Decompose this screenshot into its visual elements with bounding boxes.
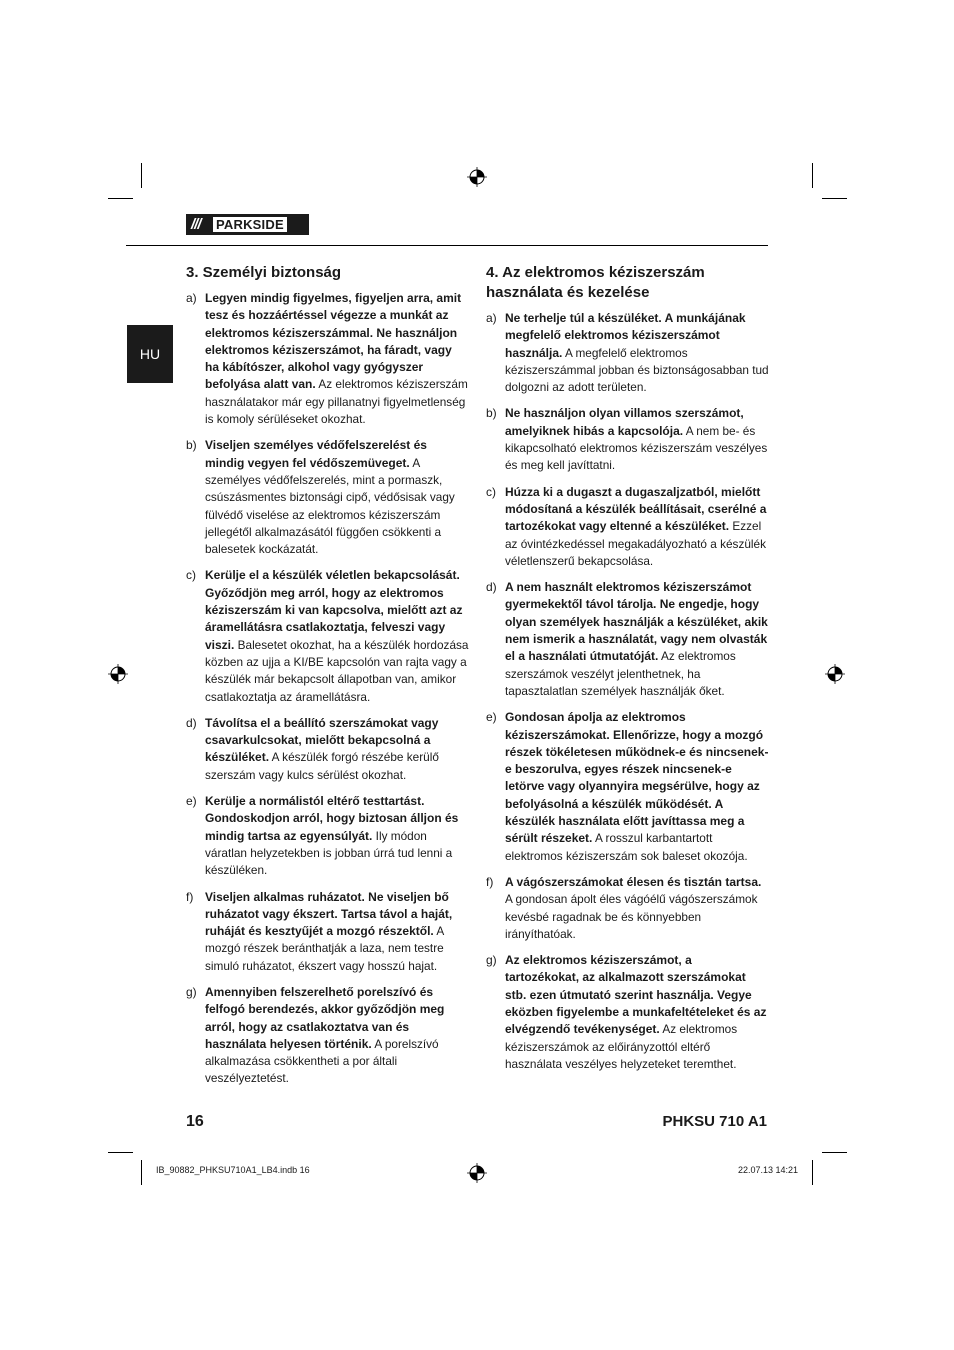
list-item: [186, 889, 469, 975]
item-bold-text: Távolítsa el a beállító szerszámokat vagy csavarkulcsokat, mielőtt bekapcsolná a készüléket.: [205, 715, 439, 765]
item-normal-text: A személyes védőfelszerelés, mint a pormaszk, csúszásmentes biztonsági cipő, védősisak vagy fülvédő viselése az elektromos kéziszerszám jellegétől alkalmazásától függően csökkenti a balesetek kockázatát.: [205, 455, 455, 557]
item-text: [505, 405, 769, 474]
crop-mark: [141, 163, 142, 188]
item-normal-text: Ily módon váratlan helyzetekben is jobban úrrá tud lenni a készüléken.: [205, 828, 453, 878]
item-label: g): [186, 984, 197, 999]
item-label: a): [186, 291, 197, 305]
item-normal-text: A mozgó részek beránthatják a laza, nem testre simuló ruházatot, ékszert vagy hosszú hajat.: [205, 924, 444, 973]
list-item: [486, 579, 769, 700]
item-label: a): [486, 311, 497, 325]
item-text: [205, 793, 469, 879]
item-text: [505, 874, 769, 943]
list-item: [186, 437, 469, 558]
item-text: [205, 715, 469, 784]
list-item: [186, 567, 469, 705]
instruction-list: [186, 290, 469, 1088]
item-text: [205, 567, 469, 705]
registration-mark-icon: [825, 664, 845, 684]
item-normal-text: A gondosan ápolt éles vágóélű vágószerszámok kevésbé ragadnak be és könnyebben irányíthatóak.: [505, 892, 758, 941]
header-rule: [126, 245, 768, 246]
crop-mark: [812, 163, 813, 188]
item-normal-text: A nem be- és kikapcsolható elektromos kéziszerszám veszélyes és meg kell javíttatni.: [505, 423, 768, 473]
logo-slashes: ///: [191, 216, 201, 233]
item-bold-text: A vágószerszámokat élesen és tisztán tartsa.: [505, 874, 762, 889]
item-bold-text: Ne terhelje túl a készüléket. A munkájának megfelelő elektromos kéziszerszámot használja.: [505, 311, 746, 360]
logo-brand-name: PARKSIDE: [213, 217, 287, 232]
item-bold-text: Kerülje el a készülék véletlen bekapcsolását. Győződjön meg arról, hogy az elektromos kéziszerszám ki van kapcsolva, mielőtt azt az áramellátásra csatlakoztatja, felveszi vagy viszi.: [205, 568, 463, 652]
registration-mark-icon: [467, 1163, 487, 1183]
item-label: d): [486, 580, 497, 595]
item-label: g): [486, 953, 497, 968]
crop-mark: [822, 198, 847, 199]
item-label: f): [186, 889, 194, 904]
slug-file: IB_90882_PHKSU710A1_LB4.indb 16: [156, 1165, 310, 1175]
item-normal-text: Balesetet okozhat, ha a készülék hordozása közben az ujja a KI/BE kapcsolón van rajta vagy a készülék már bekapcsolt állapotban van, amikor csatlakoztatja az áramellátásra.: [205, 637, 469, 704]
item-text: [205, 889, 469, 975]
item-bold-text: Amennyiben felszerelhető porelszívó és felfogó berendezés, akkor győződjön meg arról, hogy az csatlakoztatva van és használata helyesen történik.: [205, 984, 445, 1051]
item-normal-text: A készülék forgó részébe kerülő szerszám vagy kulcs sérülést okozhat.: [205, 750, 439, 782]
list-item: [186, 984, 469, 1088]
item-text: [505, 579, 769, 700]
item-label: f): [486, 874, 494, 889]
section-tool-use: [486, 263, 769, 1082]
item-text: [505, 484, 769, 570]
list-item: [486, 405, 769, 474]
item-bold-text: Gondosan ápolja az elektromos kéziszerszámokat. Ellenőrizze, hogy a mozgó részek tökéletesen működnek-e és nincsenek-e beszorulva, egyes részek nincsenek-e letörve vagy olyannyira megsérülve, hogy az befolyásolná a készülék működését. A készülék használata előtt javíttassa meg a sérült részeket.: [505, 710, 769, 846]
item-normal-text: A porelszívó alkalmazása csökkentheti a por általi veszélyeztetést.: [205, 1036, 439, 1086]
language-tab: HU: [127, 325, 173, 383]
item-normal-text: A megfelelő elektromos kéziszerszámmal jobban és biztonságosabban tud dolgozni az adott területen.: [505, 345, 769, 395]
crop-mark: [812, 1160, 813, 1185]
item-bold-text: Az elektromos kéziszerszámot, a tartozékokat, az alkalmazott szerszámokat stb. ezen útmutató szerint használja. Vegye eközben figyelembe a munkafeltételeket és az elvégzendő tevékenységet.: [505, 953, 767, 1037]
item-bold-text: Viseljen személyes védőfelszerelést és mindig vegyen fel védőszemüveget.: [205, 438, 427, 470]
item-bold-text: A nem használt elektromos kéziszerszámot gyermekektől távol tárolja. Ne engedje, hogy olyan személyek használják a készüléket, akik nem ismerik a használatát, vagy nem olvasták el a használati útmutatóját.: [505, 580, 768, 664]
section-heading: 4. Az elektromos kéziszerszám használata és kezelése: [486, 264, 705, 301]
item-label: e): [186, 794, 197, 809]
crop-mark: [141, 1160, 142, 1185]
list-item: [486, 709, 769, 865]
item-label: b): [186, 438, 197, 453]
item-bold-text: Ne használjon olyan villamos szerszámot, amelyiknek hibás a kapcsolója.: [505, 406, 744, 438]
item-label: c): [186, 568, 196, 583]
list-item: [486, 874, 769, 943]
list-item: [186, 793, 469, 879]
list-item: [486, 484, 769, 570]
item-bold-text: Viseljen alkalmas ruházatot. Ne viseljen bő ruházatot vagy ékszert. Tartsa távol a haját, ruháját és kesztyűjét a mozgó részektől.: [205, 889, 453, 939]
item-bold-text: Kerülje a normálistól eltérő testtartást. Gondoskodjon arról, hogy biztosan álljon és mindig tartsa az egyensúlyát.: [205, 794, 459, 843]
crop-mark: [822, 1152, 847, 1153]
section-personal-safety: [186, 263, 469, 1097]
list-item: [186, 715, 469, 784]
slug-date: 22.07.13 14:21: [737, 1165, 798, 1175]
list-item: [486, 310, 769, 396]
model-name: PHKSU 710 A1: [662, 1113, 767, 1130]
item-normal-text: Ezzel az óvintézkedéssel megakadályozható a készülék véletlenszerű bekapcsolása.: [505, 519, 766, 568]
list-item: [486, 952, 769, 1073]
item-label: e): [486, 710, 497, 725]
item-text: [505, 952, 769, 1073]
item-normal-text: Az elektromos kéziszerszámok az előirányzottól eltérő használata veszélyes helyzeteket teremthet.: [505, 1022, 738, 1071]
item-normal-text: Az elektromos szerszámok veszélyt jelenthetnek, ha tapasztalatlan személyek használják őket.: [505, 649, 736, 698]
parkside-logo: [186, 214, 309, 235]
registration-mark-icon: [108, 664, 128, 684]
list-item: [186, 290, 469, 428]
item-text: [205, 984, 469, 1088]
item-normal-text: A rosszul karbantartott elektromos kéziszerszám sok baleset okozója.: [505, 831, 748, 863]
item-bold-text: Legyen mindig figyelmes, figyeljen arra, amit tesz és hozzáértéssel végezze a munkát az elektromos kéziszerszámmal. Ne használjon elektromos kéziszerszámot, ha fáradt, vagy ha kábítószer, alkohol vagy gyógyszer befolyása alatt van.: [205, 291, 462, 392]
instruction-list: [486, 310, 769, 1073]
item-label: d): [186, 715, 197, 730]
item-text: [205, 290, 469, 428]
item-bold-text: Húzza ki a dugaszt a dugaszaljzatból, mielőtt módosítaná a készülék beállításait, cserélné a tartozékokat vagy eltenné a készüléket.: [505, 484, 767, 534]
section-heading: 3. Személyi biztonság: [186, 264, 342, 281]
crop-mark: [108, 1152, 133, 1153]
item-label: b): [486, 406, 497, 421]
crop-mark: [108, 198, 133, 199]
registration-mark-icon: [467, 167, 487, 187]
page-number: 16: [186, 1113, 204, 1130]
item-label: c): [486, 484, 496, 499]
item-text: [505, 310, 769, 396]
item-text: [505, 709, 769, 865]
item-normal-text: Az elektromos kéziszerszám használatakor már egy pillanatnyi figyelmetlenség is komoly sérüléseket okozhat.: [205, 377, 468, 427]
item-text: [205, 437, 469, 558]
